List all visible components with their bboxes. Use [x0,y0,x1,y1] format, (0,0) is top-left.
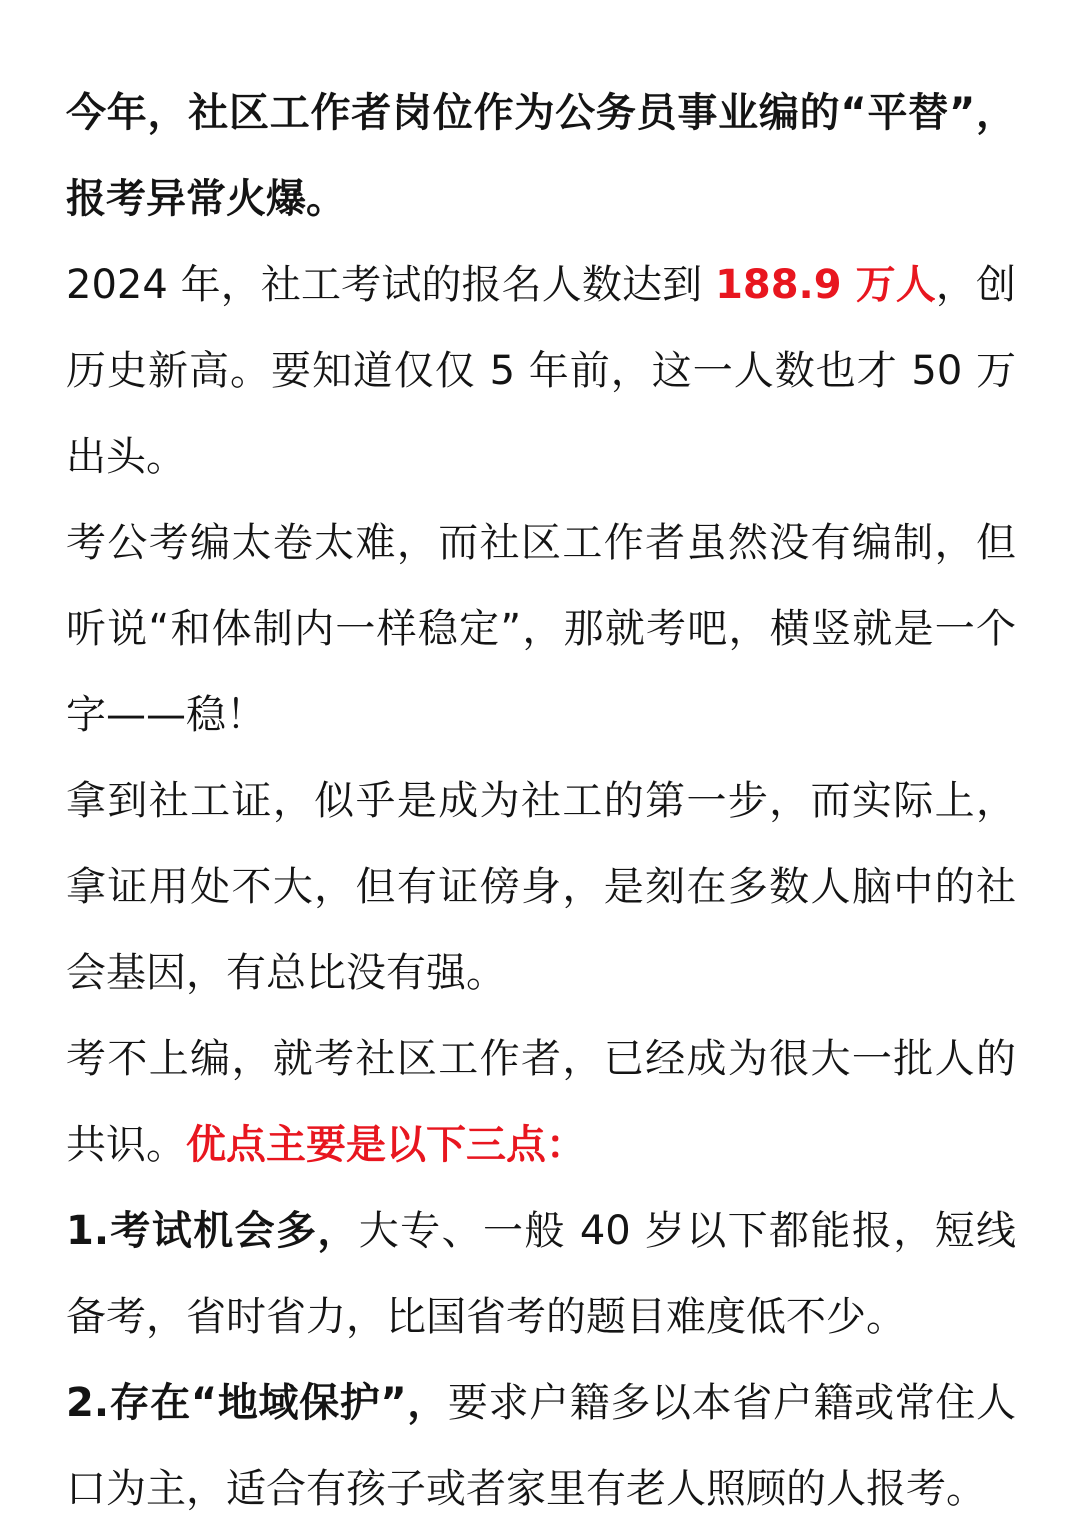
stats-text-after: ，创历史新高。要知道仅仅 5 年前，这一人数也才 50 万出头。 [66,262,1017,480]
advantage-2-lead: 2.存在“地域保护”， [66,1380,448,1426]
paragraph-stability [66,500,1016,758]
paragraph-advantage-2 [66,1360,1016,1532]
advantage-1-lead: 1.考试机会多， [66,1208,359,1254]
paragraph-advantage-1 [66,1188,1016,1360]
intro-heading-text: 今年，社区工作者岗位作为公务员事业编的“平替”，报考异常火爆。 [66,90,1016,222]
registration-count-highlight: 188.9 万人 [715,262,936,308]
paragraph-registration-stats [66,242,1016,500]
stats-text-before: 2024 年，社工考试的报名人数达到 [66,262,716,308]
paragraph-consensus [66,1016,1016,1188]
advantages-heading-highlight: 优点主要是以下三点： [186,1122,586,1168]
advantage-1-text: 大专、一般 40 岁以下都能报，短线备考，省时省力，比国省考的题目难度低不少。 [66,1208,1017,1340]
paragraph-intro-heading [66,70,1016,242]
article-body [66,70,1016,1532]
paragraph-certificate [66,758,1016,1016]
stability-text: 考公考编太卷太难，而社区工作者虽然没有编制，但听说“和体制内一样稳定”，那就考吧，横竖就是一个字——稳！ [66,520,1016,738]
advantage-2-text: 要求户籍多以本省户籍或常住人口为主，适合有孩子或者家里有老人照顾的人报考。 [66,1380,1017,1512]
consensus-text: 考不上编，就考社区工作者，已经成为很大一批人的共识。 [66,1036,1016,1168]
certificate-text: 拿到社工证，似乎是成为社工的第一步，而实际上，拿证用处不大，但有证傍身，是刻在多数人脑中的社会基因，有总比没有强。 [66,778,1016,996]
